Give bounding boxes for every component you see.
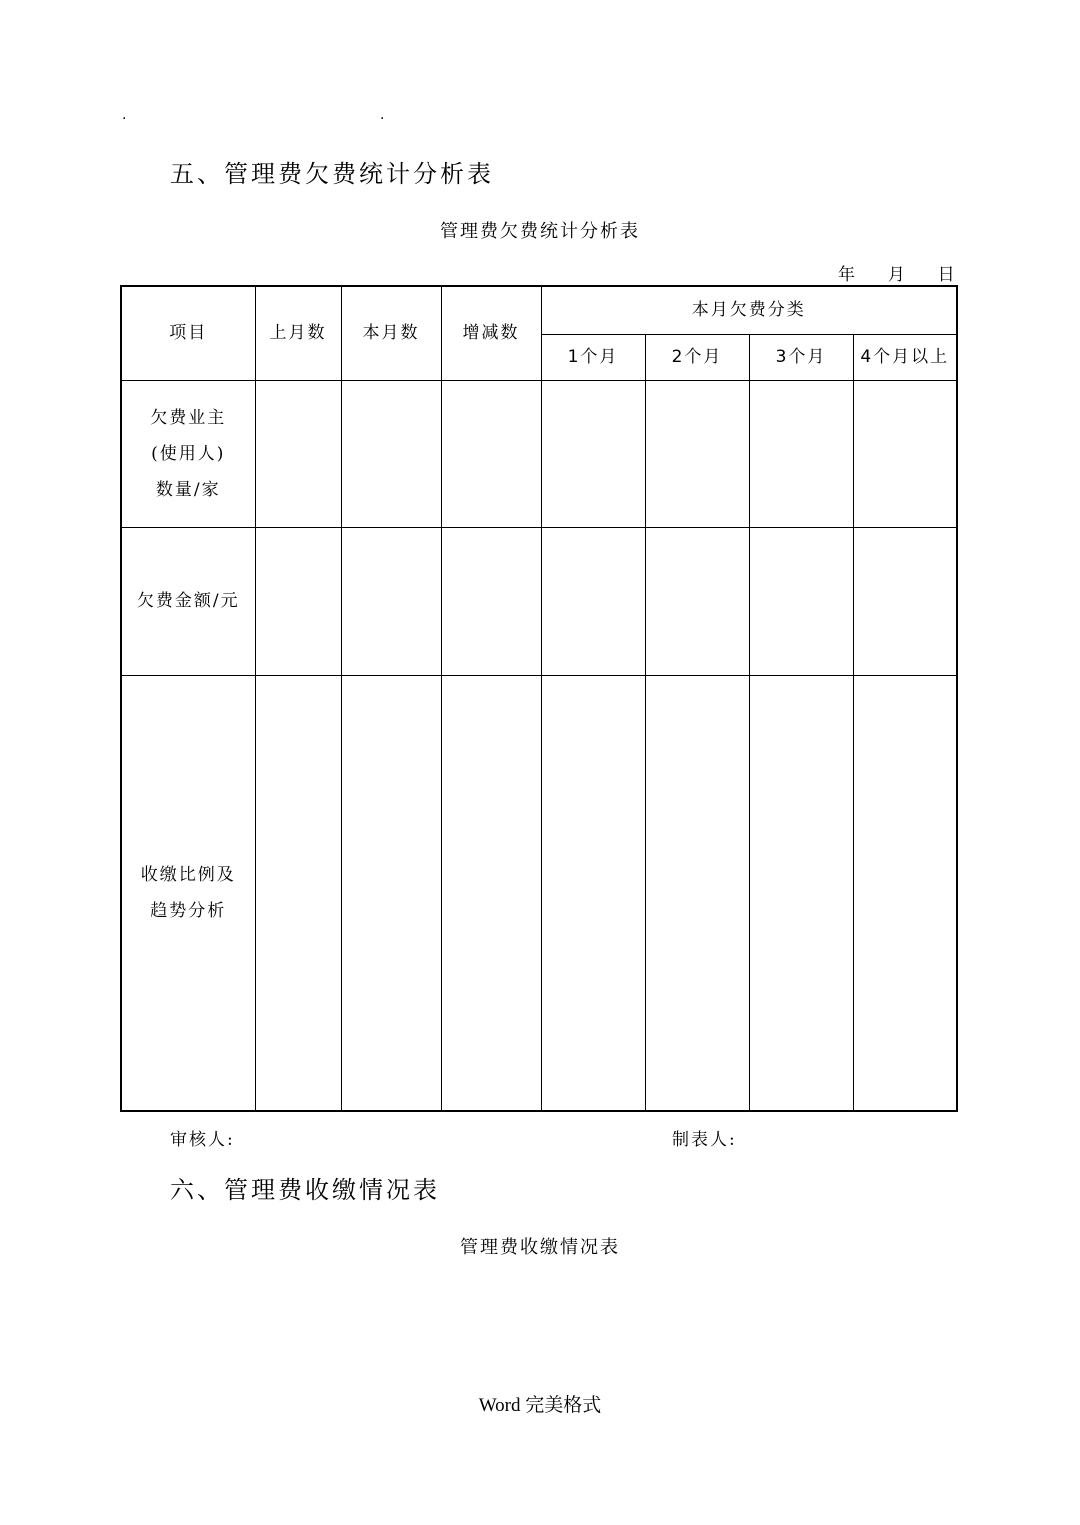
date-month: 月: [887, 265, 905, 285]
table-6-caption: 管理费收缴情况表: [460, 1237, 620, 1258]
cell: [853, 675, 957, 1111]
cell: [853, 380, 957, 527]
row-label-collection-analysis: 收缴比例及 趋势分析: [121, 675, 255, 1111]
header-last-month: 上月数: [255, 286, 341, 380]
cell: [749, 675, 853, 1111]
header-category: 本月欠费分类: [541, 286, 957, 334]
cell: [541, 380, 645, 527]
cell: [645, 380, 749, 527]
cell: [255, 675, 341, 1111]
header-item: 项目: [121, 286, 255, 380]
header-change: 增减数: [441, 286, 541, 380]
cell: [341, 675, 441, 1111]
cell: [541, 675, 645, 1111]
reviewer-label: 审核人:: [170, 1130, 235, 1150]
cell: [341, 380, 441, 527]
cell: [441, 675, 541, 1111]
cell: [749, 527, 853, 675]
header-mark-right: .: [380, 107, 385, 123]
section-6-title: 六、管理费收缴情况表: [170, 1176, 440, 1204]
cell: [749, 380, 853, 527]
footer-text: Word 完美格式: [478, 1395, 602, 1416]
cell: [441, 380, 541, 527]
cell: [341, 527, 441, 675]
header-mark-left: .: [122, 107, 127, 123]
cell: [441, 527, 541, 675]
preparer-label: 制表人:: [672, 1130, 737, 1150]
date-line: [838, 260, 955, 285]
cell: [645, 675, 749, 1111]
row-label-arrears-amount: 欠费金额/元: [121, 527, 255, 675]
row-label-arrears-owners: 欠费业主 (使用人) 数量/家: [121, 380, 255, 527]
header-this-month: 本月数: [341, 286, 441, 380]
date-year: 年: [838, 265, 855, 285]
header-1-month: 1个月: [541, 334, 645, 380]
table-5-caption: 管理费欠费统计分析表: [440, 221, 640, 242]
cell: [853, 527, 957, 675]
header-3-months: 3个月: [749, 334, 853, 380]
cell: [255, 527, 341, 675]
arrears-table: [120, 285, 958, 1112]
cell: [255, 380, 341, 527]
section-5-title: 五、管理费欠费统计分析表: [170, 160, 494, 188]
date-day: 日: [937, 265, 955, 285]
header-4-plus-months: 4个月以上: [853, 334, 957, 380]
cell: [541, 527, 645, 675]
header-2-months: 2个月: [645, 334, 749, 380]
cell: [645, 527, 749, 675]
